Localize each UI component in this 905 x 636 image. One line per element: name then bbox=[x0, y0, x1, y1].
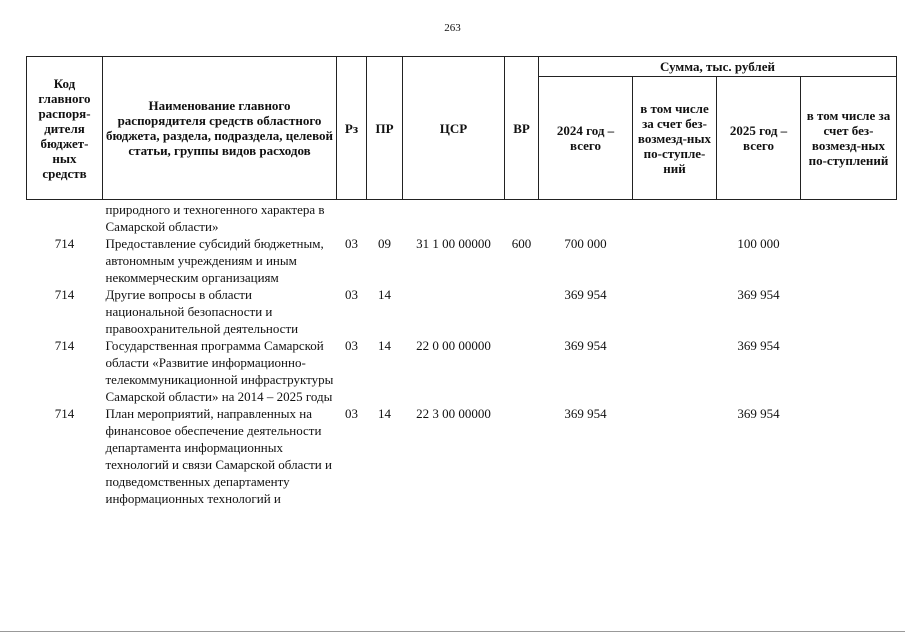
cell-name: План мероприятий, направленных на финансовое обеспечение деятельности департамента информационных технологий и связи Самарской области и подведомственных департаменту информационных технологий и bbox=[105, 406, 332, 506]
cell-pr: 14 bbox=[378, 338, 391, 353]
header-2024-free: в том числе за счет без-возмезд-ных по-ступле-ний bbox=[633, 77, 717, 200]
cell-2025-free bbox=[801, 235, 897, 286]
header-2025-free: в том числе за счет без-возмезд-ных по-ступлений bbox=[801, 77, 897, 200]
cell-name: природного и техногенного характера в Самарской области» bbox=[105, 202, 325, 234]
table-row bbox=[27, 405, 897, 507]
table-row bbox=[27, 235, 897, 286]
table-row bbox=[27, 337, 897, 405]
cell-code: 714 bbox=[54, 236, 75, 251]
cell-pr bbox=[367, 200, 403, 236]
cell-2025-free bbox=[801, 286, 897, 337]
cell-code: 714 bbox=[54, 406, 75, 421]
cell-2025-free bbox=[801, 200, 897, 236]
cell-name: Государственная программа Самарской области «Развитие информационно-телекоммуникационной инфраструктуры Самарской области» на 2014 – 2025 годы bbox=[105, 338, 334, 404]
cell-csr: 31 1 00 00000 bbox=[416, 236, 491, 251]
cell-name: Другие вопросы в области национальной безопасности и правоохранительной деятельности bbox=[105, 287, 299, 336]
cell-2025-free bbox=[801, 337, 897, 405]
cell-2025-total: 369 954 bbox=[737, 406, 780, 421]
cell-name: Предоставление субсидий бюджетным, автономным учреждениям и иным некоммерческим организациям bbox=[105, 236, 324, 285]
cell-csr: 22 0 00 00000 bbox=[416, 338, 491, 353]
cell-2024-total: 369 954 bbox=[564, 338, 607, 353]
cell-2024-total: 700 000 bbox=[564, 236, 607, 251]
cell-csr: 22 3 00 00000 bbox=[416, 406, 491, 421]
cell-2024-free bbox=[633, 337, 717, 405]
cell-2024-total: 369 954 bbox=[564, 287, 607, 302]
cell-csr bbox=[403, 286, 505, 337]
cell-code: 714 bbox=[54, 287, 75, 302]
cell-2024-total: 369 954 bbox=[564, 406, 607, 421]
cell-vr bbox=[505, 405, 539, 507]
cell-vr bbox=[505, 337, 539, 405]
cell-2024-free bbox=[633, 286, 717, 337]
header-sum-group: Сумма, тыс. рублей bbox=[539, 57, 897, 77]
cell-pr: 09 bbox=[378, 236, 391, 251]
header-rz: Рз bbox=[337, 57, 367, 200]
cell-2025-total: 100 000 bbox=[737, 236, 780, 251]
cell-2024-free bbox=[633, 405, 717, 507]
cell-pr: 14 bbox=[378, 287, 391, 302]
cell-2024-total bbox=[539, 200, 633, 236]
page-number: 263 bbox=[444, 22, 461, 34]
cell-code bbox=[27, 200, 103, 236]
cell-2024-free bbox=[633, 200, 717, 236]
header-name: Наименование главного распорядителя средств областного бюджета, раздела, подраздела, целевой статьи, группы видов расходов bbox=[103, 57, 337, 200]
cell-rz bbox=[337, 200, 367, 236]
cell-2025-total: 369 954 bbox=[737, 287, 780, 302]
cell-rz: 03 bbox=[345, 406, 358, 421]
table-row bbox=[27, 200, 897, 236]
header-csr: ЦСР bbox=[403, 57, 505, 200]
budget-table bbox=[26, 56, 897, 507]
cell-vr bbox=[505, 286, 539, 337]
table-header bbox=[27, 57, 897, 200]
cell-2024-free bbox=[633, 235, 717, 286]
cell-rz: 03 bbox=[345, 236, 358, 251]
cell-vr bbox=[505, 200, 539, 236]
cell-2025-total bbox=[717, 200, 801, 236]
cell-rz: 03 bbox=[345, 338, 358, 353]
header-vr: ВР bbox=[505, 57, 539, 200]
header-2024-total: 2024 год – всего bbox=[539, 77, 633, 200]
header-pr: ПР bbox=[367, 57, 403, 200]
page-bottom-line bbox=[0, 631, 905, 632]
cell-pr: 14 bbox=[378, 406, 391, 421]
table-row bbox=[27, 286, 897, 337]
cell-csr bbox=[403, 200, 505, 236]
cell-2025-total: 369 954 bbox=[737, 338, 780, 353]
cell-2025-free bbox=[801, 405, 897, 507]
cell-code: 714 bbox=[54, 338, 75, 353]
cell-vr: 600 bbox=[511, 236, 532, 251]
cell-rz: 03 bbox=[345, 287, 358, 302]
table-body bbox=[27, 200, 897, 508]
header-code: Код главного распоря-дителя бюджет-ных средств bbox=[27, 57, 103, 200]
header-2025-total: 2025 год – всего bbox=[717, 77, 801, 200]
